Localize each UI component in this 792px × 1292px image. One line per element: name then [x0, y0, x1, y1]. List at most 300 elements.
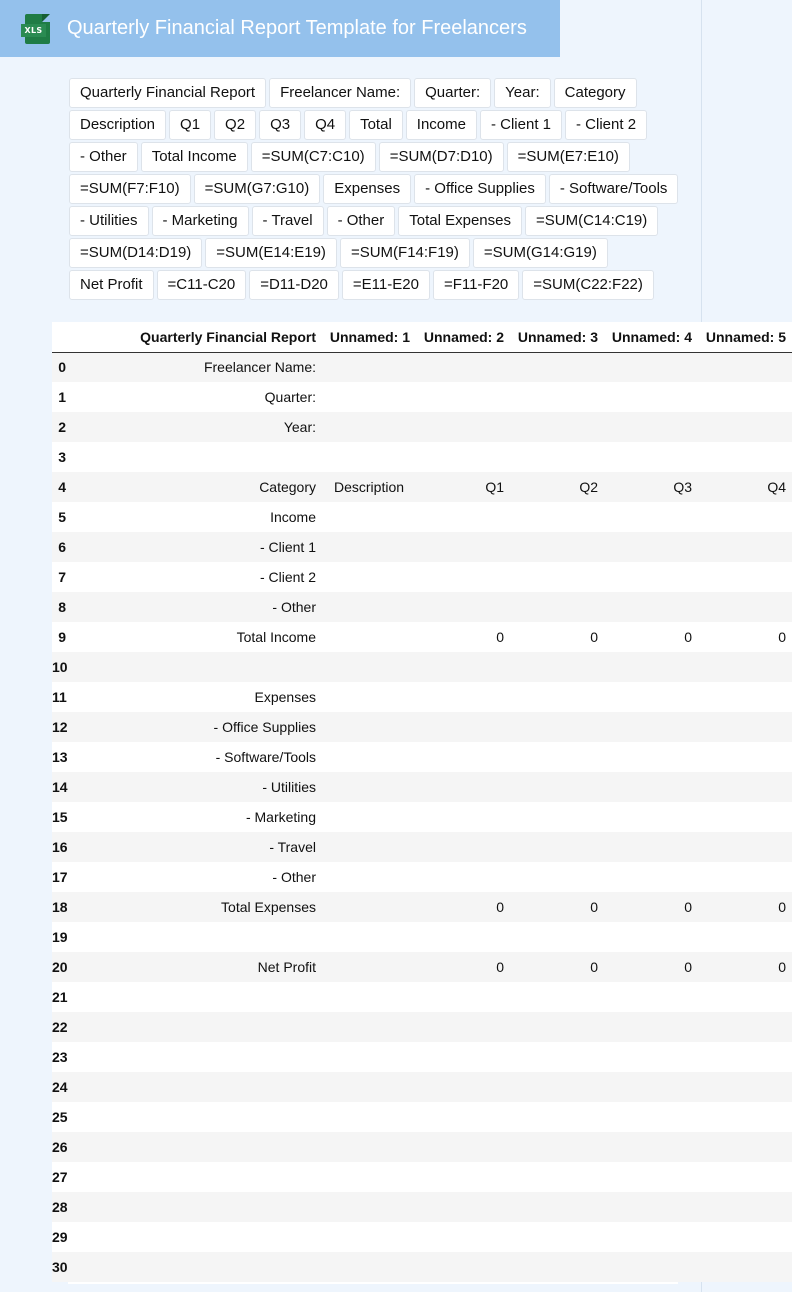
table-cell: 0 — [604, 952, 698, 982]
table-cell — [510, 982, 604, 1012]
table-row — [52, 832, 792, 862]
tag-chip[interactable]: - Travel — [252, 206, 324, 236]
table-cell — [698, 802, 792, 832]
table-cell — [416, 562, 510, 592]
table-cell: - Utilities — [68, 772, 322, 802]
tag-chip[interactable]: Description — [69, 110, 166, 140]
table-cell — [604, 1222, 698, 1252]
table-cell: 0 — [698, 892, 792, 922]
row-index: 2 — [52, 412, 68, 442]
table-cell — [510, 652, 604, 682]
table-cell — [604, 712, 698, 742]
table-cell — [510, 1072, 604, 1102]
table-row — [52, 1102, 792, 1132]
table-cell: Q1 — [416, 472, 510, 502]
table-cell — [510, 502, 604, 532]
table-cell — [322, 502, 416, 532]
table-row — [52, 1132, 792, 1162]
table-cell — [68, 1162, 322, 1192]
table-cell — [68, 982, 322, 1012]
table-cell — [416, 592, 510, 622]
tag-chip[interactable]: Freelancer Name: — [269, 78, 411, 108]
table-cell — [698, 1132, 792, 1162]
header-banner — [0, 0, 560, 57]
table-cell: Expenses — [68, 682, 322, 712]
tag-chip[interactable]: Total Income — [141, 142, 248, 172]
tag-chip[interactable]: - Marketing — [152, 206, 249, 236]
table-cell — [510, 802, 604, 832]
row-index: 24 — [52, 1072, 68, 1102]
table-cell — [698, 562, 792, 592]
tag-chip[interactable]: =SUM(G7:G10) — [194, 174, 321, 204]
column-header: Unnamed: 2 — [416, 322, 510, 352]
table-cell — [322, 1222, 416, 1252]
table-row — [52, 472, 792, 502]
row-index: 21 — [52, 982, 68, 1012]
table-cell — [510, 592, 604, 622]
row-index: 18 — [52, 892, 68, 922]
table-cell — [510, 682, 604, 712]
table-cell: 0 — [698, 952, 792, 982]
table-row — [52, 652, 792, 682]
table-cell — [698, 832, 792, 862]
table-row — [52, 1072, 792, 1102]
row-index: 4 — [52, 472, 68, 502]
table-cell — [416, 1072, 510, 1102]
table-cell: Quarter: — [68, 382, 322, 412]
row-index: 8 — [52, 592, 68, 622]
table-cell — [416, 382, 510, 412]
table-cell — [322, 1102, 416, 1132]
table-cell — [322, 592, 416, 622]
row-index: 30 — [52, 1252, 68, 1282]
table-cell — [416, 922, 510, 952]
table-cell — [604, 922, 698, 952]
table-cell — [322, 1042, 416, 1072]
table-cell — [604, 532, 698, 562]
table-cell — [322, 382, 416, 412]
table-cell — [322, 352, 416, 382]
table-cell: - Travel — [68, 832, 322, 862]
table-cell — [698, 1162, 792, 1192]
table-cell — [604, 682, 698, 712]
table-row — [52, 412, 792, 442]
table-cell: - Office Supplies — [68, 712, 322, 742]
table-cell — [322, 862, 416, 892]
tag-chip[interactable]: Q3 — [259, 110, 301, 140]
table-cell — [604, 502, 698, 532]
table-row — [52, 802, 792, 832]
table-cell: Freelancer Name: — [68, 352, 322, 382]
row-index: 28 — [52, 1192, 68, 1222]
table-cell — [416, 1102, 510, 1132]
row-index: 6 — [52, 532, 68, 562]
data-table — [52, 322, 792, 1282]
xls-icon-label: XLS — [21, 24, 46, 37]
table-cell — [604, 1012, 698, 1042]
tag-chip[interactable]: =SUM(D14:D19) — [69, 238, 202, 268]
table-cell — [68, 1042, 322, 1072]
tag-chip[interactable]: Expenses — [323, 174, 411, 204]
table-cell — [510, 532, 604, 562]
tag-chip[interactable]: =SUM(E14:E19) — [205, 238, 337, 268]
table-cell: Income — [68, 502, 322, 532]
table-cell — [416, 1132, 510, 1162]
table-cell — [68, 1252, 322, 1282]
tag-chip[interactable]: Total — [349, 110, 403, 140]
table-cell — [322, 442, 416, 472]
row-index: 23 — [52, 1042, 68, 1072]
table-cell — [698, 442, 792, 472]
row-index: 22 — [52, 1012, 68, 1042]
row-index: 9 — [52, 622, 68, 652]
table-cell — [510, 1102, 604, 1132]
table-cell — [322, 982, 416, 1012]
row-index: 10 — [52, 652, 68, 682]
table-cell — [698, 1042, 792, 1072]
xls-file-icon — [21, 14, 50, 44]
table-cell — [604, 772, 698, 802]
table-cell — [698, 1102, 792, 1132]
table-cell — [322, 1132, 416, 1162]
tag-chip[interactable]: - Software/Tools — [549, 174, 679, 204]
table-row — [52, 742, 792, 772]
table-cell — [510, 742, 604, 772]
table-body — [52, 352, 792, 1282]
tag-chip[interactable]: =F11-F20 — [433, 270, 519, 300]
table-cell — [510, 352, 604, 382]
table-cell — [416, 352, 510, 382]
table-cell: Total Expenses — [68, 892, 322, 922]
index-header — [52, 322, 68, 352]
table-cell — [322, 1012, 416, 1042]
table-cell: Q2 — [510, 472, 604, 502]
table-cell — [510, 1012, 604, 1042]
table-cell: 0 — [510, 622, 604, 652]
table-cell — [322, 412, 416, 442]
tag-chip[interactable]: - Client 2 — [565, 110, 647, 140]
table-cell — [698, 1072, 792, 1102]
table-cell — [322, 802, 416, 832]
tag-chip[interactable]: Quarter: — [414, 78, 491, 108]
table-cell — [322, 772, 416, 802]
table-cell — [510, 562, 604, 592]
table-cell: - Other — [68, 862, 322, 892]
table-cell — [698, 1252, 792, 1282]
table-cell — [510, 1192, 604, 1222]
table-cell — [604, 652, 698, 682]
row-index: 20 — [52, 952, 68, 982]
tag-chip[interactable]: Total Expenses — [398, 206, 522, 236]
table-cell — [604, 382, 698, 412]
table-cell — [416, 532, 510, 562]
row-index: 27 — [52, 1162, 68, 1192]
table-row — [52, 682, 792, 712]
table-row — [52, 862, 792, 892]
table-row — [52, 712, 792, 742]
tag-chip[interactable]: =D11-D20 — [249, 270, 339, 300]
table-cell — [510, 442, 604, 472]
tag-chip[interactable]: Quarterly Financial Report — [69, 78, 266, 108]
table-cell — [416, 682, 510, 712]
table-cell — [698, 1192, 792, 1222]
table-cell — [416, 1252, 510, 1282]
table-cell — [604, 1252, 698, 1282]
table-cell: Description — [322, 472, 416, 502]
tag-chip[interactable]: - Office Supplies — [414, 174, 546, 204]
table-row — [52, 562, 792, 592]
table-cell — [698, 1012, 792, 1042]
row-index: 1 — [52, 382, 68, 412]
tag-chip[interactable]: - Client 1 — [480, 110, 562, 140]
table-row — [52, 1252, 792, 1282]
table-cell — [698, 682, 792, 712]
row-index: 12 — [52, 712, 68, 742]
tag-chip[interactable]: =SUM(F14:F19) — [340, 238, 470, 268]
table-cell — [604, 1102, 698, 1132]
table-cell — [416, 1042, 510, 1072]
table-cell — [322, 1252, 416, 1282]
tag-chip[interactable]: Net Profit — [69, 270, 154, 300]
table-cell — [604, 412, 698, 442]
table-cell — [510, 382, 604, 412]
page-title: Quarterly Financial Report Template for Freelancers — [67, 17, 527, 39]
table-cell: - Client 2 — [68, 562, 322, 592]
tag-chip[interactable]: =SUM(F7:F10) — [69, 174, 191, 204]
row-index: 3 — [52, 442, 68, 472]
tag-chip[interactable]: =SUM(E7:E10) — [507, 142, 630, 172]
table-cell — [416, 802, 510, 832]
table-cell — [698, 412, 792, 442]
table-cell — [698, 712, 792, 742]
table-cell — [322, 562, 416, 592]
table-cell: 0 — [604, 892, 698, 922]
table-cell: - Marketing — [68, 802, 322, 832]
tag-chip[interactable]: - Utilities — [69, 206, 149, 236]
table-cell — [510, 862, 604, 892]
table-cell — [416, 1222, 510, 1252]
tag-chip[interactable]: Q4 — [304, 110, 346, 140]
table-row — [52, 1012, 792, 1042]
row-index: 14 — [52, 772, 68, 802]
tag-list — [69, 78, 689, 300]
table-cell — [698, 982, 792, 1012]
tag-chip[interactable]: - Other — [69, 142, 138, 172]
table-cell — [322, 652, 416, 682]
table-row — [52, 382, 792, 412]
table-cell: Q4 — [698, 472, 792, 502]
row-index: 25 — [52, 1102, 68, 1132]
table-cell — [416, 412, 510, 442]
table-cell — [416, 1192, 510, 1222]
tag-chip[interactable]: =SUM(C22:F22) — [522, 270, 654, 300]
table-cell: 0 — [510, 892, 604, 922]
table-cell — [68, 1222, 322, 1252]
table-cell — [416, 862, 510, 892]
table-cell — [604, 442, 698, 472]
table-cell — [322, 832, 416, 862]
table-cell: 0 — [698, 622, 792, 652]
table-cell — [416, 652, 510, 682]
table-cell — [698, 862, 792, 892]
table-cell — [322, 1192, 416, 1222]
table-row — [52, 892, 792, 922]
table-cell: 0 — [604, 622, 698, 652]
table-row — [52, 532, 792, 562]
table-cell — [510, 922, 604, 952]
table-cell — [698, 652, 792, 682]
table-cell — [604, 862, 698, 892]
table-cell — [68, 1132, 322, 1162]
table-cell: Q3 — [604, 472, 698, 502]
table-cell: Category — [68, 472, 322, 502]
table-row — [52, 772, 792, 802]
table-cell — [698, 742, 792, 772]
row-index: 5 — [52, 502, 68, 532]
table-cell — [698, 502, 792, 532]
tag-chip[interactable]: =SUM(C7:C10) — [251, 142, 376, 172]
table-cell — [416, 442, 510, 472]
table-cell — [322, 922, 416, 952]
table-row — [52, 352, 792, 382]
table-row — [52, 1222, 792, 1252]
table-cell — [510, 772, 604, 802]
table-row — [52, 922, 792, 952]
table-cell — [416, 712, 510, 742]
table-cell — [510, 712, 604, 742]
row-index: 0 — [52, 352, 68, 382]
row-index: 7 — [52, 562, 68, 592]
tag-chip[interactable]: - Other — [327, 206, 396, 236]
row-index: 19 — [52, 922, 68, 952]
table-cell — [68, 1072, 322, 1102]
table-cell: 0 — [510, 952, 604, 982]
table-cell — [510, 412, 604, 442]
table-cell — [322, 712, 416, 742]
table-cell: Total Income — [68, 622, 322, 652]
tag-chip[interactable]: =SUM(C14:C19) — [525, 206, 658, 236]
row-index: 11 — [52, 682, 68, 712]
column-header: Unnamed: 1 — [322, 322, 416, 352]
table-row — [52, 592, 792, 622]
table-cell — [604, 1162, 698, 1192]
table-row — [52, 1162, 792, 1192]
column-header: Unnamed: 5 — [698, 322, 792, 352]
table-cell — [604, 1042, 698, 1072]
table-cell — [68, 442, 322, 472]
tag-chip[interactable]: =E11-E20 — [342, 270, 430, 300]
table-cell — [510, 1252, 604, 1282]
tag-chip[interactable]: Income — [406, 110, 477, 140]
table-row — [52, 502, 792, 532]
table-cell — [68, 1102, 322, 1132]
column-header: Unnamed: 4 — [604, 322, 698, 352]
tag-chip[interactable]: =SUM(D7:D10) — [379, 142, 504, 172]
table-cell — [322, 622, 416, 652]
column-header: Unnamed: 3 — [510, 322, 604, 352]
table-row — [52, 1042, 792, 1072]
table-cell: 0 — [416, 622, 510, 652]
table-row — [52, 442, 792, 472]
table-cell — [698, 772, 792, 802]
table-cell — [604, 1192, 698, 1222]
table-cell — [416, 982, 510, 1012]
table-cell: - Other — [68, 592, 322, 622]
tag-chip[interactable]: Q2 — [214, 110, 256, 140]
table-cell — [322, 1072, 416, 1102]
table-cell — [510, 832, 604, 862]
table-cell — [322, 1162, 416, 1192]
table-header-row — [52, 322, 792, 352]
table-row — [52, 622, 792, 652]
table-cell — [322, 952, 416, 982]
table-cell — [604, 802, 698, 832]
table-cell — [510, 1162, 604, 1192]
table-cell — [322, 892, 416, 922]
table-cell: Year: — [68, 412, 322, 442]
table-row — [52, 1192, 792, 1222]
table-cell — [698, 352, 792, 382]
table-cell — [604, 742, 698, 772]
table-row — [52, 952, 792, 982]
table-row — [52, 982, 792, 1012]
table-cell — [322, 532, 416, 562]
table-cell — [416, 742, 510, 772]
table-cell — [416, 1162, 510, 1192]
tag-chip[interactable]: Category — [554, 78, 637, 108]
table-cell — [698, 922, 792, 952]
table-cell — [416, 772, 510, 802]
data-table-viewport[interactable] — [52, 322, 786, 1284]
table-cell — [416, 1012, 510, 1042]
table-cell — [698, 532, 792, 562]
row-index: 15 — [52, 802, 68, 832]
table-cell — [322, 682, 416, 712]
table-cell — [68, 1192, 322, 1222]
tag-chip[interactable]: Year: — [494, 78, 550, 108]
table-cell — [510, 1222, 604, 1252]
table-cell — [604, 1132, 698, 1162]
table-cell — [68, 652, 322, 682]
table-cell — [698, 382, 792, 412]
table-cell — [510, 1132, 604, 1162]
row-index: 29 — [52, 1222, 68, 1252]
tag-chip[interactable]: Q1 — [169, 110, 211, 140]
table-cell — [604, 1072, 698, 1102]
table-cell — [416, 832, 510, 862]
row-index: 13 — [52, 742, 68, 772]
row-index: 16 — [52, 832, 68, 862]
table-cell — [604, 592, 698, 622]
tag-chip[interactable]: =C11-C20 — [157, 270, 247, 300]
table-cell — [510, 1042, 604, 1072]
table-cell — [68, 922, 322, 952]
row-index: 17 — [52, 862, 68, 892]
table-cell — [698, 592, 792, 622]
column-header: Quarterly Financial Report — [68, 322, 322, 352]
table-cell — [604, 562, 698, 592]
table-cell: 0 — [416, 952, 510, 982]
table-cell — [322, 742, 416, 772]
table-cell: 0 — [416, 892, 510, 922]
table-cell — [604, 832, 698, 862]
row-index: 26 — [52, 1132, 68, 1162]
table-cell — [604, 352, 698, 382]
table-cell — [604, 982, 698, 1012]
table-cell — [698, 1222, 792, 1252]
table-cell: Net Profit — [68, 952, 322, 982]
tag-chip[interactable]: =SUM(G14:G19) — [473, 238, 608, 268]
